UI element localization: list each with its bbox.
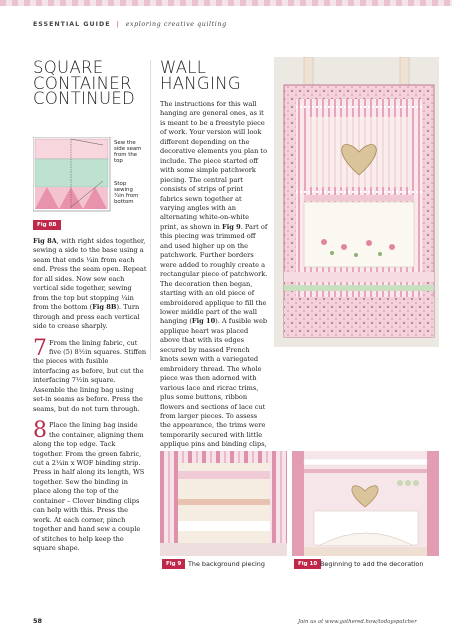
header-tagline: exploring creative quilting xyxy=(125,21,227,28)
step-7 xyxy=(33,335,147,415)
left-body-text xyxy=(33,237,147,554)
top-decorative-band xyxy=(0,0,452,6)
note-line: ¼in from xyxy=(114,193,139,199)
note-line: from the xyxy=(114,152,138,158)
text-span: ). Turn through and press each vertical side to crease sharply. xyxy=(33,303,140,331)
page-number: 58 xyxy=(33,617,43,625)
left-page-title xyxy=(33,60,135,107)
bold-ref: Fig 10 xyxy=(191,317,216,326)
wall-hanging-photo xyxy=(274,57,439,347)
text-span: ). A fusible web applique heart was placed above that with its edges secured by massed French knots sewn with a variegated embroidery thread. The whole piece was then adorned with various lace and ricrac trims, plus some buttons, ribbon flowers and sections of lace cut from larger pieces. To assess the appearance, the trims were temporarily secured with little applique pins and binding clips, xyxy=(160,317,268,449)
bold-ref: Fig 8B xyxy=(92,303,117,312)
right-page-title xyxy=(160,60,241,91)
left-title-line: CONTAINER xyxy=(33,73,132,93)
text-span: . Part of this piecing was trimmed off and used higher up on the patchwork. Further borders were added to roughly create a rectangular piece of patchwork. The decoration then began, starting with an old piece of embroidered applique to fill the lower middle part of the wall hanging ( xyxy=(160,222,268,326)
section-name: ESSENTIAL GUIDE xyxy=(33,21,111,28)
note-sew-side-seam xyxy=(114,140,141,164)
footer-url[interactable]: Join us at www.gathered.how/todayspatcher xyxy=(298,619,417,625)
left-title-line: SQUARE xyxy=(33,58,104,77)
running-header xyxy=(33,21,227,28)
right-body-text-narrow xyxy=(160,100,268,449)
text-span: From the lining fabric, cut five (5) 8½in squares. Stiffen the pieces with fusible interfacing as before, but cut the interfacing 7½in square. Assemble the lining bag using set-in seams as before. Press the seams, but do not turn through. xyxy=(33,338,147,413)
text-span: , with right sides together, sewing a side to the base using a seam that ends ¼in from each end. Press the seam open. Repeat for all sides. Now sew each vertical side together, sewing from the top but stopping ¼in from the bottom ( xyxy=(33,237,147,312)
step-8 xyxy=(33,418,147,553)
right-title-line: WALL xyxy=(160,58,207,77)
decoration-illustration xyxy=(292,451,439,556)
note-line: top xyxy=(114,158,123,164)
fig-9-label: Fig 9 xyxy=(162,559,185,569)
note-stop-sewing xyxy=(114,181,138,205)
step-number: 8 xyxy=(33,418,47,444)
header-separator: | xyxy=(116,21,120,28)
note-line: bottom xyxy=(114,199,134,205)
bold-ref: Fig 8A xyxy=(33,237,57,245)
fig-10-caption: Beginning to add the decoration xyxy=(320,560,424,568)
note-line: side seam xyxy=(114,146,142,152)
left-title-line: CONTINUED xyxy=(33,89,136,108)
note-line: Stop xyxy=(114,181,127,187)
fig-8b-label: Fig 8B xyxy=(33,220,61,230)
bold-ref: Fig 9 xyxy=(222,222,241,231)
note-line: sewing xyxy=(114,187,133,193)
background-piecing-illustration xyxy=(160,451,287,556)
fig-10-photo xyxy=(292,451,439,556)
fig-9-photo xyxy=(160,451,287,556)
note-line: Sew the xyxy=(114,140,136,146)
wall-hanging-illustration xyxy=(274,57,439,347)
text-span: Place the lining bag inside the container, aligning them along the top edge. Tack together. From the green fabric, cut a 2¼in x WOF binding strip. Press in half along its length, WS together. Sew the binding in place along the top of the container – Clover binding clips can help with this. Press the work. At each corner, pinch together and hand sew a couple of stitches to help keep the square shape. xyxy=(33,421,145,553)
diagram-fig-8b xyxy=(33,137,145,215)
fig-10-label: Fig 10 xyxy=(294,559,321,569)
right-title-line: HANGING xyxy=(160,73,241,93)
column-divider xyxy=(150,60,151,360)
text-span: The instructions for this wall hanging are general ones, as it is meant to be a freestyle piece of work. Your version will look different depending on the decorative elements you plan to include. The piece started off with some simple patchwork piecing. The central part consists of strips of print fabrics sewn together at varying angles with an alternating white-on-white print, as shown in xyxy=(160,100,268,231)
step-number: 7 xyxy=(33,335,47,361)
paragraph-fig8a xyxy=(33,237,147,332)
fig-9-caption: The background piecing xyxy=(188,560,265,568)
